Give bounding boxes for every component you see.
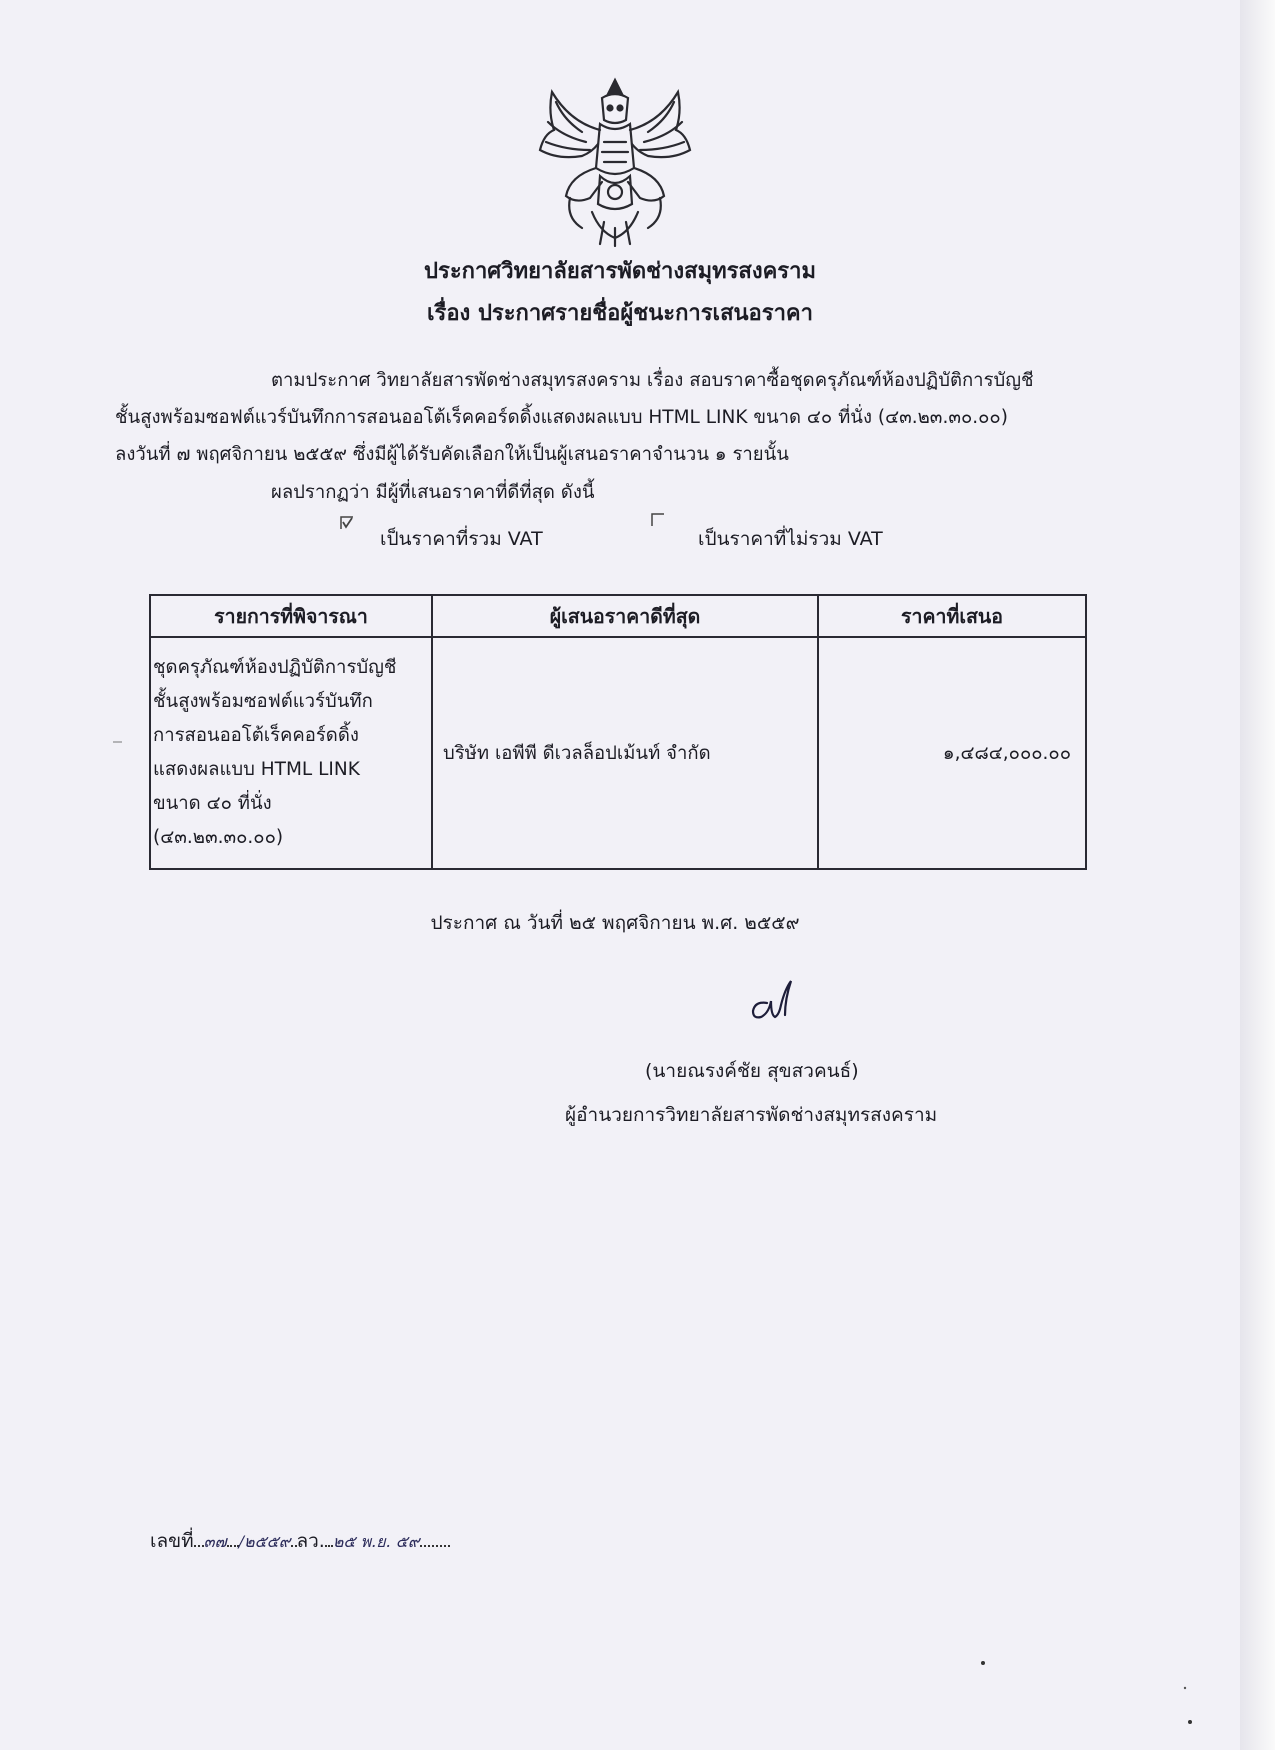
signer-title: ผู้อำนวยการวิทยาลัยสารพัดช่างสมุทรสงคราม xyxy=(565,1104,938,1126)
doc-date-value: ๒๕ พ.ย. ๕๙ xyxy=(332,1532,420,1551)
header-bidder: ผู้เสนอราคาดีที่สุด xyxy=(432,595,818,637)
announcement-subject: เรื่อง ประกาศรายชื่อผู้ชนะการเสนอราคา xyxy=(427,301,813,326)
body-line-4: ผลปรากฏว่า มีผู้ที่เสนอราคาที่ดีที่สุด ดังนี้ xyxy=(271,482,595,503)
header-item: รายการที่พิจารณา xyxy=(150,595,432,637)
vat-exclude-label: เป็นราคาที่ไม่รวม VAT xyxy=(698,528,883,550)
header-price: ราคาที่เสนอ xyxy=(818,595,1086,637)
doc-number-value: ๓๗ xyxy=(203,1532,227,1551)
signer-name: (นายณรงค์ชัย สุขสวคนธ์) xyxy=(645,1060,859,1082)
price-cell: ๑,๔๘๔,๐๐๐.๐๐ xyxy=(818,637,1086,869)
item-line: แสดงผลแบบ HTML LINK xyxy=(153,759,360,780)
body-line-1: ตามประกาศ วิทยาลัยสารพัดช่างสมุทรสงคราม เรื่อง สอบราคาซื้อชุดครุภัณฑ์ห้องปฏิบัติการบัญชี xyxy=(271,370,1034,391)
item-line: (๔๓.๒๓.๓๐.๐๐) xyxy=(153,827,284,848)
item-line: ชุดครุภัณฑ์ห้องปฏิบัติการบัญชี xyxy=(153,657,397,678)
item-line: ชั้นสูงพร้อมซอฟต์แวร์บันทึก xyxy=(153,691,373,712)
item-line: ขนาด ๔๐ ที่นั่ง xyxy=(153,793,272,814)
doc-date-label: ลว. xyxy=(296,1530,325,1552)
vat-include-label: เป็นราคาที่รวม VAT xyxy=(380,528,543,550)
bidder-cell: บริษัท เอพีพี ดีเวลล็อปเม้นท์ จำกัด xyxy=(432,637,818,869)
announcement-title: ประกาศวิทยาลัยสารพัดช่างสมุทรสงคราม xyxy=(424,259,816,284)
body-line-3: ลงวันที่ ๗ พฤศจิกายน ๒๕๕๙ ซึ่งมีผู้ได้รับคัดเลือกให้เป็นผู้เสนอราคาจำนวน ๑ รายนั้น xyxy=(115,444,789,465)
doc-number-year: /๒๕๕๙ xyxy=(238,1532,291,1551)
item-line: การสอนออโต้เร็คคอร์ดดิ้ง xyxy=(153,725,359,746)
announcement-date: ประกาศ ณ วันที่ ๒๕ พฤศจิกายน พ.ศ. ๒๕๕๙ xyxy=(430,912,800,934)
body-line-2: ชั้นสูงพร้อมซอฟต์แวร์บันทึกการสอนออโต้เร็คคอร์ดดิ้งแสดงผลแบบ HTML LINK ขนาด ๔๐ ที่นั่ง (๔๓.๒๓.๓๐.๐๐) xyxy=(115,407,1008,428)
doc-number-label: เลขที่ xyxy=(150,1530,194,1552)
